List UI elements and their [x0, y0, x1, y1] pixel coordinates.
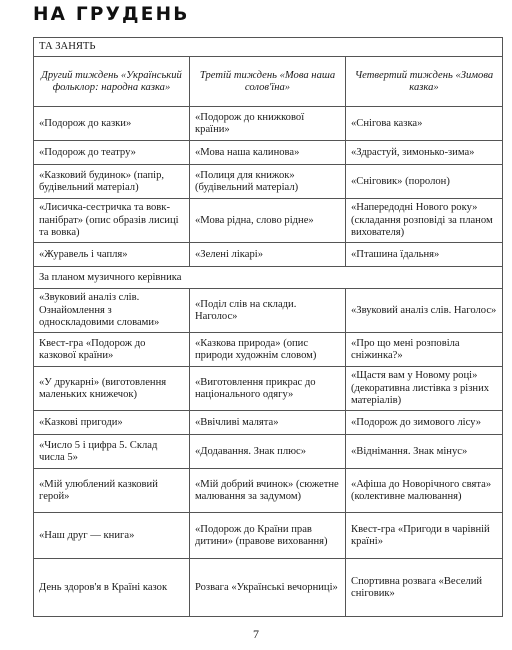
header-row	[34, 57, 503, 107]
table-cell: «Щастя вам у Новому році» (декоративна листівка з різних матеріалів)	[346, 367, 503, 411]
table-row	[34, 165, 503, 199]
table-cell: «Віднімання. Знак мінус»	[346, 435, 503, 469]
table-row	[34, 199, 503, 243]
table-row	[34, 435, 503, 469]
table-cell: «Полиця для книжок» (будівельний матеріал)	[190, 165, 346, 199]
table-cell: «Мій добрий вчинок» (сюжетне малювання за задумом)	[190, 469, 346, 513]
table-cell: «Звуковий аналіз слів. Наголос»	[346, 289, 503, 333]
table-cell: «Мова рідна, слово рідне»	[190, 199, 346, 243]
table-cell: «Казкова природа» (опис природи художнім словом)	[190, 333, 346, 367]
table-cell: «Наш друг — книга»	[34, 513, 190, 559]
table-cell: «Подорож до казки»	[34, 107, 190, 141]
table-cell: «Напередодні Нового року» (складання розповіді за планом вихователя)	[346, 199, 503, 243]
table-cell: Розвага «Українські вечорниці»	[190, 559, 346, 617]
table-row	[34, 243, 503, 267]
section-row	[34, 38, 503, 57]
table-cell: «У друкарні» (виготовлення маленьких книжечок)	[34, 367, 190, 411]
table-cell: «Зелені лікарі»	[190, 243, 346, 267]
table-cell: «Лисичка-сестричка та вовк-панібрат» (опис образів лисиці та вовка)	[34, 199, 190, 243]
table-cell: «Казкові пригоди»	[34, 411, 190, 435]
table-cell: «Ввічливі малята»	[190, 411, 346, 435]
section-label: За планом музичного керівника	[34, 267, 503, 289]
table-cell: Квест-гра «Пригоди в чарівній країні»	[346, 513, 503, 559]
plan-table	[33, 37, 503, 617]
table-cell: «Поділ слів на склади. Наголос»	[190, 289, 346, 333]
table-cell: «Здрастуй, зимонько-зима»	[346, 141, 503, 165]
table-cell: «Мій улюблений казковий герой»	[34, 469, 190, 513]
table-cell: «Звуковий аналіз слів. Ознайомлення з односкладовими словами»	[34, 289, 190, 333]
table-cell: «Подорож до зимового лісу»	[346, 411, 503, 435]
page-heading: НА ГРУДЕНЬ	[33, 4, 190, 25]
section-label: ТА ЗАНЯТЬ	[34, 38, 503, 57]
table-row	[34, 367, 503, 411]
table-cell: «Сніговик» (поролон)	[346, 165, 503, 199]
column-header-week3: Третій тиждень «Мова наша солов'їна»	[190, 57, 346, 107]
column-header-week2: Другий тиждень «Український фольклор: народна казка»	[34, 57, 190, 107]
table-row	[34, 289, 503, 333]
table-row	[34, 513, 503, 559]
table-cell: «Мова наша калинова»	[190, 141, 346, 165]
table-row	[34, 411, 503, 435]
table-cell: «Казковий будинок» (папір, будівельний матеріал)	[34, 165, 190, 199]
table-row	[34, 107, 503, 141]
table-cell: «Пташина їдальня»	[346, 243, 503, 267]
table-cell: «Виготовлення прикрас до національного одягу»	[190, 367, 346, 411]
page-number: 7	[253, 627, 259, 641]
table-cell: День здоров'я в Країні казок	[34, 559, 190, 617]
table-cell: «Афіша до Новорічного свята» (колективне малювання)	[346, 469, 503, 513]
table-cell: Квест-гра «Подорож до казкової країни»	[34, 333, 190, 367]
table-cell: «Подорож до театру»	[34, 141, 190, 165]
column-header-week4: Четвертий тиждень «Зимова казка»	[346, 57, 503, 107]
table-row	[34, 559, 503, 617]
table-cell: «Журавель і чапля»	[34, 243, 190, 267]
table-cell: Спортивна розвага «Веселий сніговик»	[346, 559, 503, 617]
table-cell: «Додавання. Знак плюс»	[190, 435, 346, 469]
section-row	[34, 267, 503, 289]
table-cell: «Подорож до Країни прав дитини» (правове виховання)	[190, 513, 346, 559]
table-cell: «Подорож до книжкової країни»	[190, 107, 346, 141]
table-cell: «Про що мені розповіла сніжинка?»	[346, 333, 503, 367]
table-cell: «Число 5 і цифра 5. Склад числа 5»	[34, 435, 190, 469]
table-cell: «Снігова казка»	[346, 107, 503, 141]
table-row	[34, 469, 503, 513]
table-row	[34, 333, 503, 367]
table-row	[34, 141, 503, 165]
